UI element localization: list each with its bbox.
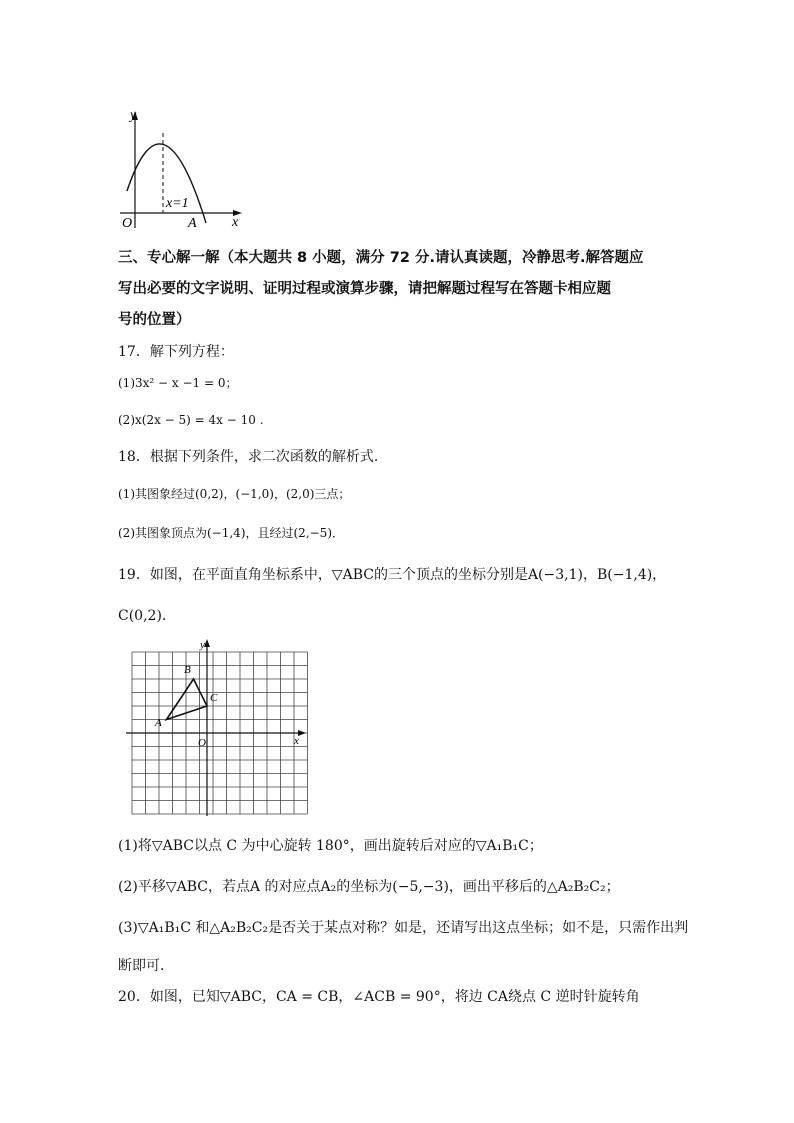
fig2-origin-label: O <box>198 737 206 749</box>
fig2-label-b: B <box>184 664 191 676</box>
q19-part3-line1: (3)▽A₁B₁C 和△A₂B₂C₂是否关于某点对称？如是，还请写出这点坐标；如不是，只需作出判 <box>118 920 689 936</box>
parabola-figure <box>110 103 250 233</box>
fig1-x-label: x <box>232 215 239 230</box>
fig2-x-label: x <box>294 735 299 747</box>
q19-title-cont: C(0,2). <box>118 608 167 624</box>
q18-part2: (2)其图象顶点为(−1,4)，且经过(2,−5)． <box>118 526 345 540</box>
fig1-origin-label: O <box>122 216 133 231</box>
q19-part1: (1)将▽ABC以点 C 为中心旋转 180°，画出旋转后对应的▽A₁B₁C； <box>118 838 543 854</box>
section-heading-line1: 三、专心解一解（本大题共 8 小题，满分 72 分.请认真读题，冷静思考.解答题应 <box>118 250 644 266</box>
q18-title: 18．根据下列条件，求二次函数的解析式． <box>118 449 388 465</box>
fig2-label-a: A <box>155 717 162 729</box>
section-heading-line2: 写出必要的文字说明、证明过程或演算步骤，请把解题过程写在答题卡相应题 <box>118 281 611 297</box>
q19-title: 19．如图，在平面直角坐标系中，▽ABC的三个顶点的坐标分别是A(−3,1)，B(−1,4)， <box>118 567 667 583</box>
fig1-axis-label: x=1 <box>166 196 189 211</box>
fig1-y-label: y <box>130 108 137 123</box>
fig2-label-c: C <box>210 692 218 704</box>
q19-part3-line2: 断即可． <box>118 958 174 974</box>
coordinate-grid-figure <box>120 638 310 818</box>
q17-part2: (2)x(2x − 5) = 4x − 10 . <box>118 413 264 427</box>
fig2-y-label: y <box>200 639 205 651</box>
section-heading-line3: 号的位置） <box>118 312 191 328</box>
fig1-point-a-label: A <box>188 216 197 231</box>
q18-part1: (1)其图象经过(0,2)，(−1,0)，(2,0)三点； <box>118 487 351 501</box>
q19-part2: (2)平移▽ABC，若点A 的对应点A₂的坐标为(−5,−3)，画出平移后的△A₂B₂C₂； <box>118 879 620 895</box>
q20-title: 20．如图，已知▽ABC，CA = CB，∠ACB = 90°，将边 CA绕点 C 逆时针旋转角 <box>118 989 640 1005</box>
q17-title: 17．解下列方程： <box>118 344 234 360</box>
q17-part1: (1)3x² − x −1 = 0； <box>118 376 238 390</box>
